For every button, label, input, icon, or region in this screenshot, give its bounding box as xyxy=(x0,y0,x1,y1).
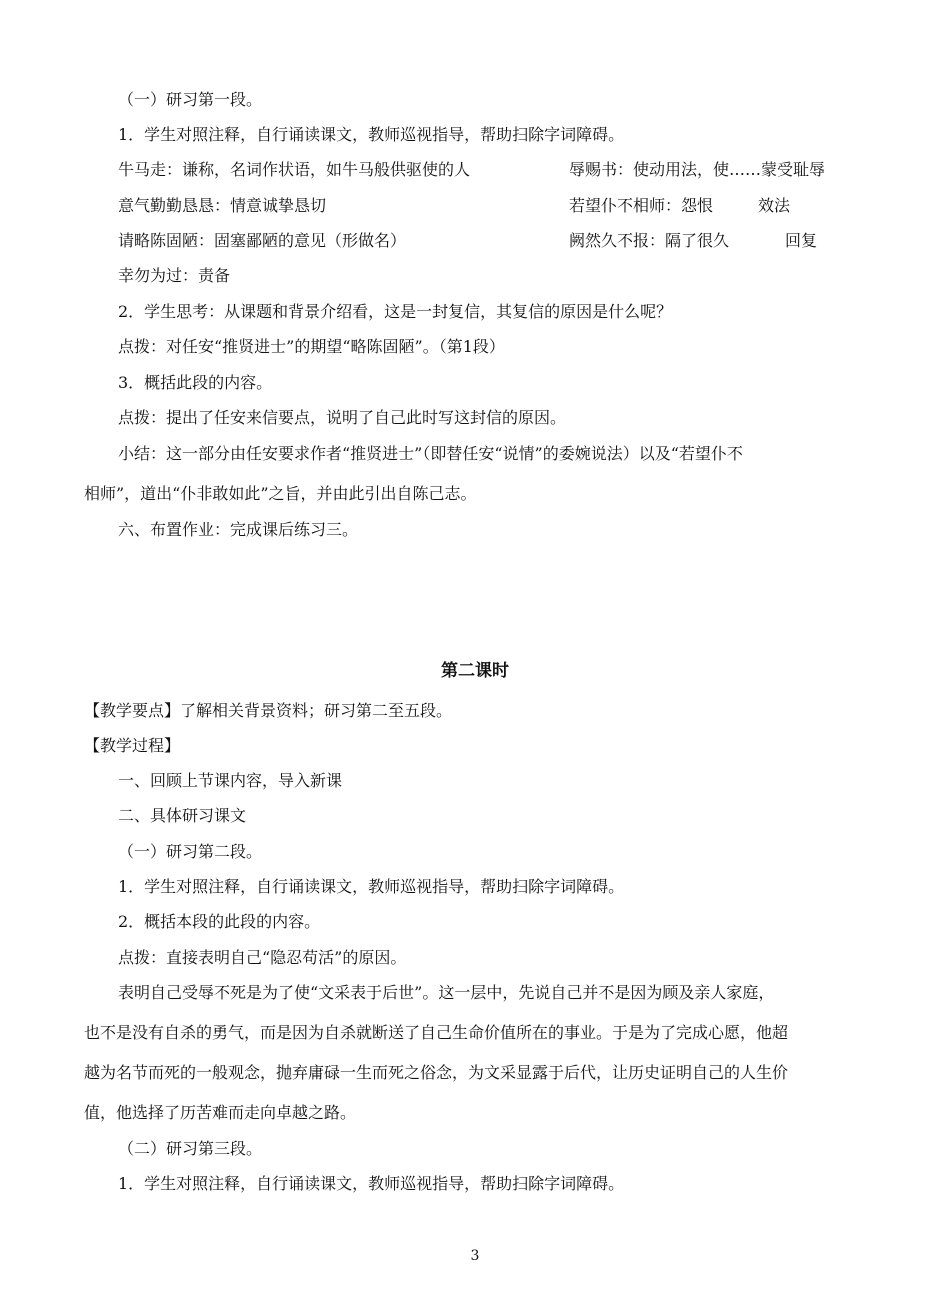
step-text: 2．概括本段的此段的内容。 xyxy=(118,912,321,931)
homework-text: 六、布置作业：完成课后练习三。 xyxy=(118,520,359,539)
key-points: 【教学要点】了解相关背景资料；研习第二至五段。 xyxy=(84,701,453,720)
process-label: 【教学过程】 xyxy=(84,736,181,755)
paragraph-line: 值，他选择了历苦难而走向卓越之路。 xyxy=(84,1103,357,1122)
paragraph-line: 越为名节而死的一般观念，抛弃庸碌一生而死之俗念，为文采显露于后代，让历史证明自己的人生价 xyxy=(84,1063,789,1082)
lesson-title: 第二课时 xyxy=(441,661,509,681)
summary-text: 相师”，道出“仆非敢如此”之旨，并由此引出自陈己志。 xyxy=(84,484,477,503)
vocab-right: 辱赐书：使动用法，使……蒙受耻辱 xyxy=(569,160,826,179)
hint-text: 点拨：提出了任安来信要点，说明了自己此时写这封信的原因。 xyxy=(118,408,567,427)
vocab-right-extra: 效法 xyxy=(758,196,791,215)
vocab-left: 请略陈固陋：固塞鄙陋的意见（形做名） xyxy=(118,231,407,250)
step-text: 3．概括此段的内容。 xyxy=(118,373,273,392)
list-item: 一、回顾上节课内容，导入新课 xyxy=(118,771,343,790)
step-text: 1．学生对照注释，自行诵读课文，教师巡视指导，帮助扫除字词障碍。 xyxy=(118,1174,625,1193)
vocab-right-extra: 回复 xyxy=(785,231,818,250)
hint-text: 点拨：直接表明自己“隐忍苟活”的原因。 xyxy=(118,948,407,967)
vocab-right: 阙然久不报：隔了很久 xyxy=(569,231,730,250)
paragraph-line: 表明自己受辱不死是为了使“文采表于后世”。这一层中，先说自己并不是因为顾及亲人家庭， xyxy=(118,983,775,1002)
step-text: 2．学生思考：从课题和背景介绍看，这是一封复信，其复信的原因是什么呢？ xyxy=(118,302,673,321)
section-heading: （二）研习第三段。 xyxy=(118,1139,263,1158)
step-text: 1．学生对照注释，自行诵读课文，教师巡视指导，帮助扫除字词障碍。 xyxy=(118,877,625,896)
hint-text: 点拨：对任安“推贤进士”的期望“略陈固陋”。（第1段） xyxy=(118,337,505,356)
vocab-left: 意气勤勤恳恳：情意诚挚恳切 xyxy=(118,196,327,215)
section-heading: （一）研习第一段。 xyxy=(118,90,263,109)
list-item: 二、具体研习课文 xyxy=(118,806,247,825)
section-heading: （一）研习第二段。 xyxy=(118,842,263,861)
vocab-right: 若望仆不相师：怨恨 xyxy=(569,196,714,215)
vocab-left: 幸勿为过：责备 xyxy=(118,266,231,285)
paragraph-line: 也不是没有自杀的勇气，而是因为自杀就断送了自己生命价值所在的事业。于是为了完成心愿，他超 xyxy=(84,1023,789,1042)
summary-text: 小结：这一部分由任安要求作者“推贤进士”（即替任安“说情”的委婉说法）以及“若望仆不 xyxy=(118,444,743,463)
step-text: 1．学生对照注释，自行诵读课文，教师巡视指导，帮助扫除字词障碍。 xyxy=(118,125,625,144)
vocab-left: 牛马走：谦称，名词作状语，如牛马般供驱使的人 xyxy=(118,160,471,179)
page-number: 3 xyxy=(470,1248,480,1264)
